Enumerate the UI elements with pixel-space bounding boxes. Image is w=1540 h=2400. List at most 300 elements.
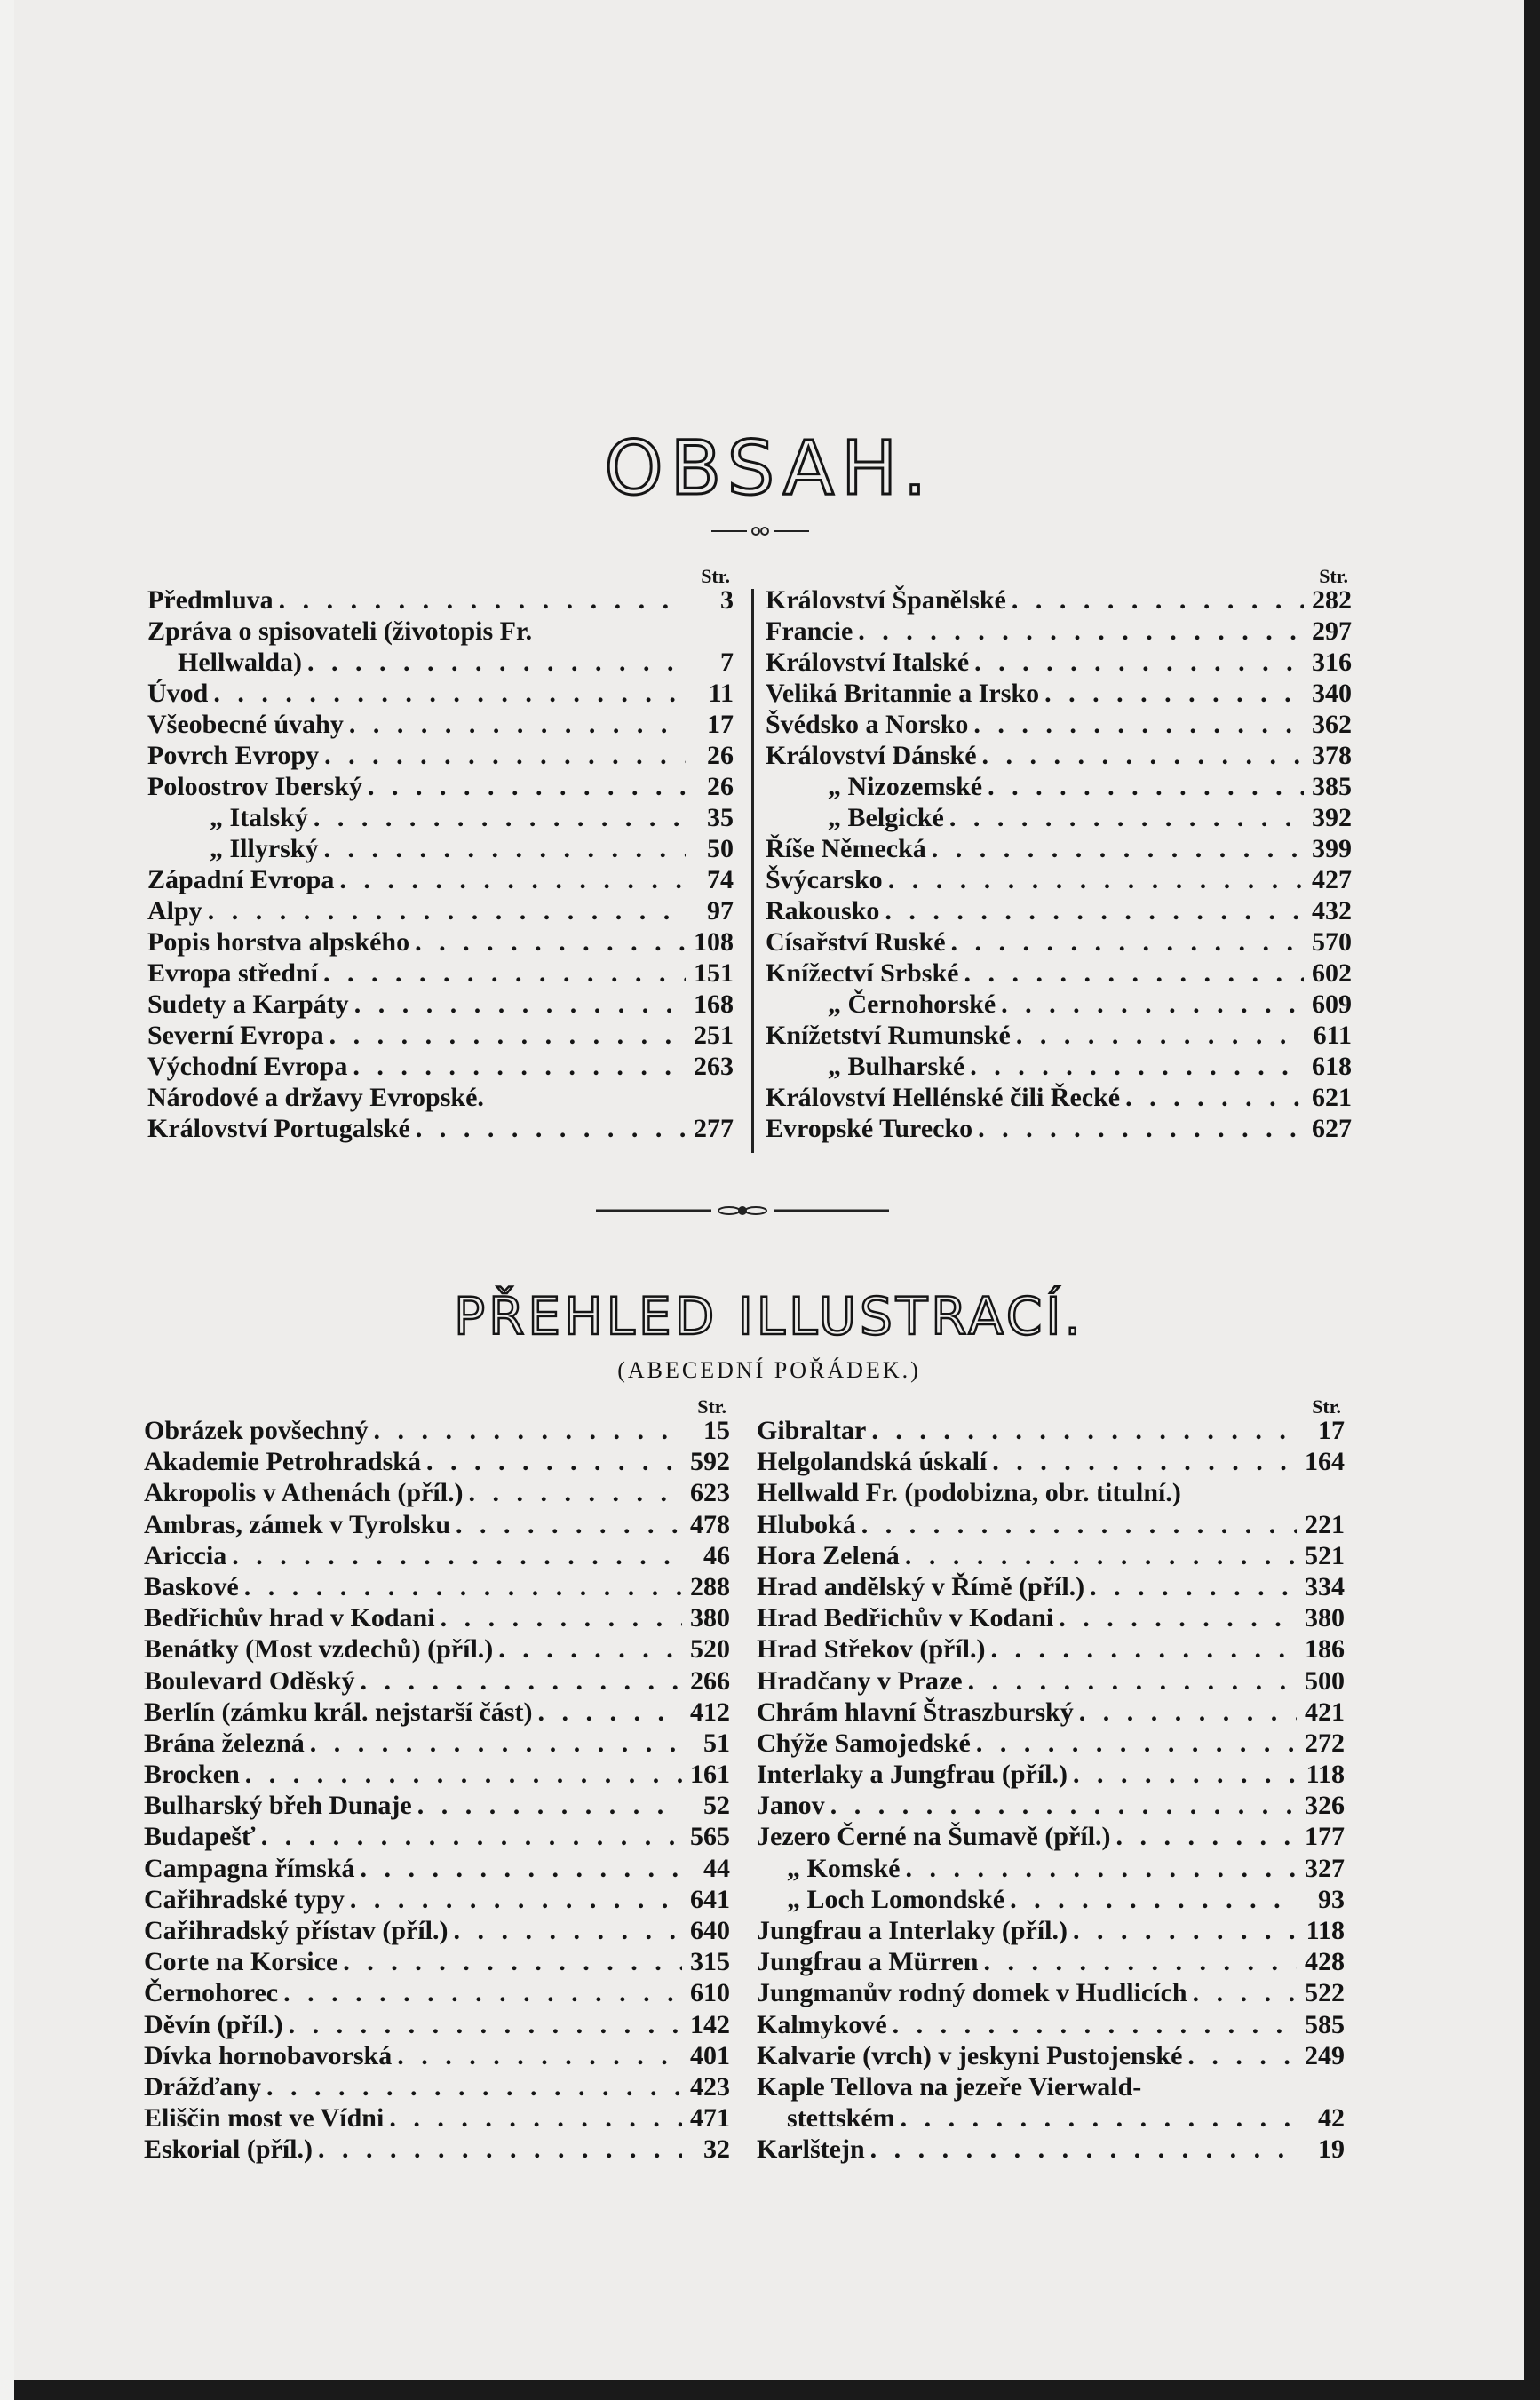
dot-leader [1073, 1915, 1297, 1946]
dot-leader [1193, 1977, 1297, 2008]
page-number: 19 [1318, 2134, 1345, 2165]
entry-title: Gibraltar [757, 1416, 867, 1445]
list-item [144, 1946, 730, 1977]
list-item [144, 1728, 730, 1759]
page-number: 44 [703, 1853, 730, 1883]
dot-leader [932, 833, 1304, 864]
dot-leader [361, 1665, 682, 1697]
dot-leader [441, 1602, 682, 1633]
list-item [144, 1665, 730, 1697]
list-item [144, 1821, 730, 1852]
entry-title: Bedřichův hrad v Kodani [144, 1603, 435, 1633]
list-item [144, 1697, 730, 1728]
list-item [147, 584, 734, 616]
page-number: 385 [1312, 772, 1352, 801]
page-number: 378 [1312, 741, 1352, 770]
list-item [147, 926, 734, 958]
dot-leader [964, 958, 1305, 989]
page-number: 427 [1312, 865, 1352, 894]
dot-leader [1090, 1571, 1297, 1602]
list-item [757, 1509, 1345, 1540]
list-item [144, 1853, 730, 1884]
entry-title: Helgolandská úskalí [757, 1447, 988, 1477]
page-number: 26 [707, 772, 734, 801]
list-item [757, 1853, 1345, 1884]
page-number: 42 [1318, 2103, 1345, 2134]
entry-title: Chrám hlavní Štraszburský [757, 1697, 1074, 1727]
entry-title: Národové a državy Evropské. [147, 1083, 484, 1112]
entry-title: Akropolis v Athenách (příl.) [144, 1478, 464, 1508]
dot-leader [858, 616, 1304, 647]
page-number: 592 [690, 1447, 730, 1477]
dot-leader [350, 1884, 682, 1915]
page-binding-edge [0, 0, 14, 2400]
entry-title: Alpy [147, 896, 202, 926]
dot-leader [314, 802, 686, 833]
dot-leader [339, 864, 686, 895]
list-item [766, 833, 1352, 864]
dot-leader [208, 895, 686, 926]
entry-title: Hellwald Fr. (podobizna, obr. titulní.) [757, 1478, 1181, 1508]
entry-title: Benátky (Most vzdechů) (příl.) [144, 1634, 494, 1665]
page-number: 362 [1312, 710, 1352, 739]
page-number: 326 [1305, 1791, 1345, 1821]
list-item [147, 1051, 734, 1082]
dot-leader [469, 1477, 683, 1508]
page-number: 522 [1305, 1978, 1345, 2008]
list-item [766, 709, 1352, 740]
dot-leader [244, 1571, 682, 1602]
list-item [766, 678, 1352, 709]
dot-leader [1079, 1697, 1297, 1728]
dot-leader [871, 1415, 1297, 1446]
entry-title: Brocken [144, 1760, 240, 1790]
dot-leader [885, 895, 1304, 926]
entry-title: Hradčany v Praze [757, 1665, 963, 1696]
dot-leader [988, 771, 1304, 802]
dot-leader [454, 1915, 682, 1946]
list-item [766, 771, 1352, 802]
entry-title: Úvod [147, 679, 209, 708]
list-item [766, 616, 1352, 647]
entry-title: Francie [766, 616, 853, 646]
entry-title: Kalmykové [757, 2009, 887, 2039]
dot-leader [537, 1697, 682, 1728]
page-number: 340 [1312, 679, 1352, 708]
list-item [757, 1665, 1345, 1697]
entry-title: Všeobecné úvahy [147, 710, 344, 739]
page-number: 249 [1305, 2040, 1345, 2070]
entry-title: Království Portugalské [147, 1114, 410, 1143]
list-item [147, 802, 734, 833]
page-number: 315 [690, 1947, 730, 1977]
entry-title: Boulevard Oděský [144, 1665, 355, 1696]
dot-leader [266, 2071, 682, 2102]
page-number: 421 [1305, 1697, 1345, 1727]
dot-leader [1187, 2040, 1297, 2071]
list-item [147, 989, 734, 1020]
dot-leader [830, 1790, 1297, 1821]
page-number: 521 [1305, 1540, 1345, 1570]
entry-title: Eliščin most ve Vídni [144, 2103, 385, 2134]
dot-leader [893, 2009, 1297, 2040]
entry-title: Campagna římská [144, 1853, 355, 1883]
entry-title: Švédsko a Norsko [766, 710, 969, 739]
page-number: 142 [690, 2009, 730, 2039]
list-item [757, 2040, 1345, 2071]
dot-leader [498, 1633, 682, 1665]
page-number: 641 [690, 1884, 730, 1914]
entry-title: Hrad Střekov (příl.) [757, 1634, 986, 1665]
entry-title: „ Nizozemské [828, 772, 983, 801]
dot-leader [245, 1759, 682, 1790]
list-item [144, 2071, 730, 2102]
entry-title: „ Illyrský [210, 834, 319, 863]
list-item [147, 740, 734, 771]
entry-title: Děvín (příl.) [144, 2009, 283, 2039]
entry-title: „ Komské [787, 1853, 901, 1883]
dot-leader [992, 1446, 1297, 1477]
entry-title: „ Černohorské [828, 989, 996, 1019]
page-number: 602 [1312, 958, 1352, 988]
dot-leader [949, 802, 1304, 833]
dot-leader [343, 1946, 682, 1977]
page-number: 151 [694, 958, 734, 988]
page-number: 623 [690, 1478, 730, 1508]
list-item [144, 1977, 730, 2008]
illustrations-subtitle: (ABECEDNÍ POŘÁDEK.) [617, 1357, 921, 1383]
page-number: 565 [690, 1822, 730, 1852]
page-number: 640 [690, 1916, 730, 1945]
list-item [757, 1884, 1345, 1915]
list-item [147, 647, 734, 678]
dot-leader [870, 2134, 1297, 2165]
page-number: 412 [690, 1697, 730, 1727]
list-item [757, 1821, 1345, 1852]
list-item [757, 1790, 1345, 1821]
list-item [766, 1082, 1352, 1113]
dot-leader [261, 1821, 682, 1852]
list-item [144, 2009, 730, 2040]
list-item [757, 1915, 1345, 1946]
entry-title: Hluboká [757, 1509, 856, 1539]
list-item [766, 1020, 1352, 1051]
list-item [147, 678, 734, 709]
page-number: 26 [707, 741, 734, 770]
list-item [766, 802, 1352, 833]
entry-title: „ Loch Lomondské [787, 1884, 1005, 1914]
list-item [144, 1759, 730, 1790]
list-item [766, 1051, 1352, 1082]
dot-leader [1059, 1602, 1297, 1633]
book-page [14, 0, 1524, 2380]
page-number: 327 [1305, 1853, 1345, 1883]
list-item [144, 2134, 730, 2165]
list-item [766, 647, 1352, 678]
page-number: 478 [690, 1509, 730, 1539]
dot-leader [905, 1540, 1297, 1571]
list-item [144, 1509, 730, 1540]
page-number: 282 [1312, 585, 1352, 615]
entry-title: Království Hellénské čili Řecké [766, 1083, 1121, 1112]
list-item [757, 2009, 1345, 2040]
dot-leader [354, 989, 686, 1020]
dot-leader [415, 926, 686, 958]
entry-title: Popis horstva alpského [147, 927, 410, 957]
dot-leader [901, 2102, 1297, 2134]
entry-title: Jungfrau a Interlaky (příl.) [757, 1916, 1068, 1945]
contents-title: OBSAH. [604, 425, 934, 512]
dot-leader [389, 2102, 682, 2134]
entry-title: Zpráva o spisovateli (životopis Fr. [147, 616, 533, 646]
entry-title: Říše Německá [766, 834, 926, 863]
page-number: 263 [694, 1052, 734, 1081]
page-number: 618 [1312, 1052, 1352, 1081]
entry-title: Kalvarie (vrch) v jeskyni Pustojenské [757, 2040, 1183, 2070]
page-number: 118 [1306, 1760, 1345, 1790]
entry-title: Jungfrau a Mürren [757, 1947, 979, 1977]
dot-leader [978, 1113, 1304, 1144]
page-number: 51 [703, 1728, 730, 1758]
page-number: 17 [1318, 1416, 1345, 1445]
page-number: 97 [707, 896, 734, 926]
list-item [144, 1477, 730, 1508]
entry-title: Cařihradský přístav (příl.) [144, 1916, 449, 1945]
page-number: 380 [690, 1603, 730, 1633]
entry-title: Poloostrov Iberský [147, 772, 362, 801]
list-item [766, 958, 1352, 989]
page-number: 570 [1312, 927, 1352, 957]
list-item [766, 989, 1352, 1020]
dot-leader [426, 1446, 682, 1477]
entry-title: Černohorec [144, 1978, 279, 2008]
list-item [147, 1113, 734, 1144]
entry-title: stettském [787, 2103, 895, 2134]
dot-leader [888, 864, 1304, 895]
page-number: 316 [1312, 648, 1352, 677]
dot-leader [990, 1633, 1297, 1665]
page-number: 118 [1306, 1916, 1345, 1945]
dot-leader [289, 2009, 682, 2040]
dot-leader [1044, 678, 1304, 709]
entry-title: Povrch Evropy [147, 741, 320, 770]
entry-title: Berlín (zámku král. nejstarší část) [144, 1697, 533, 1727]
illustrations-title: PŘEHLED ILLUSTRACÍ. [454, 1286, 1084, 1347]
dot-leader [329, 1020, 686, 1051]
entry-title: Karlštejn [757, 2134, 865, 2165]
list-item [766, 864, 1352, 895]
list-item [144, 1884, 730, 1915]
list-item [757, 1728, 1345, 1759]
list-item [757, 1697, 1345, 1728]
list-item [757, 2071, 1345, 2102]
entry-title: „ Belgické [828, 803, 944, 832]
page-header-label: Str. [701, 565, 730, 587]
page-number: 52 [703, 1791, 730, 1821]
list-item [147, 771, 734, 802]
entry-title: Císařství Ruské [766, 927, 946, 957]
list-item [757, 1540, 1345, 1571]
page-number: 50 [707, 834, 734, 863]
page-number: 177 [1305, 1822, 1345, 1852]
entry-title: Evropské Turecko [766, 1114, 973, 1143]
page-number: 161 [690, 1760, 730, 1790]
list-item [147, 1082, 734, 1113]
entry-title: Sudety a Karpáty [147, 989, 349, 1019]
entry-title: Knížetství Rumunské [766, 1021, 1011, 1050]
page-number: 277 [694, 1114, 734, 1143]
page-number: 432 [1312, 896, 1352, 926]
page-number: 3 [720, 585, 734, 615]
list-item [147, 895, 734, 926]
dot-leader [323, 958, 686, 989]
dot-leader [353, 1051, 686, 1082]
list-item [147, 1020, 734, 1051]
dot-leader [976, 1728, 1297, 1759]
page-number: 288 [690, 1571, 730, 1601]
page-number: 15 [703, 1416, 730, 1445]
page-number: 500 [1305, 1665, 1345, 1696]
page-number: 520 [690, 1634, 730, 1665]
dot-leader [968, 1665, 1297, 1697]
page-number: 297 [1312, 616, 1352, 646]
entry-title: Hrad Bedřichův v Kodani [757, 1603, 1054, 1633]
page-number: 610 [690, 1978, 730, 2008]
entry-title: Budapešť [144, 1822, 256, 1852]
dot-leader [397, 2040, 682, 2071]
list-item [144, 1415, 730, 1446]
entry-title: Evropa střední [147, 958, 318, 988]
dot-leader [1073, 1759, 1297, 1790]
entry-title: Akademie Petrohradská [144, 1447, 421, 1477]
illustrations-left-column [144, 1395, 730, 2166]
entry-title: Východní Evropa [147, 1052, 348, 1081]
entry-title: Bulharský břeh Dunaje [144, 1791, 412, 1821]
entry-title: Jungmanův rodný domek v Hudlicích [757, 1978, 1187, 2008]
dot-leader [456, 1509, 682, 1540]
page-number: 251 [694, 1021, 734, 1050]
dot-leader [416, 1113, 686, 1144]
dot-leader [213, 678, 686, 709]
entry-title: „ Bulharské [828, 1052, 965, 1081]
entry-title: Brána železná [144, 1728, 305, 1758]
entry-title: Janov [757, 1791, 825, 1821]
page-number: 7 [720, 648, 734, 677]
page-number: 17 [707, 710, 734, 739]
list-item [144, 1790, 730, 1821]
dot-leader [368, 771, 686, 802]
entry-title: Západní Evropa [147, 865, 335, 894]
page-number: 423 [690, 2071, 730, 2102]
entry-title: Království Dánské [766, 741, 977, 770]
dot-leader [310, 1728, 682, 1759]
illustrations-right-column [757, 1395, 1345, 2166]
dot-leader [417, 1790, 682, 1821]
list-item [766, 584, 1352, 616]
entry-title: Ariccia [144, 1540, 227, 1570]
page-number: 108 [694, 927, 734, 957]
dot-leader [349, 709, 686, 740]
entry-title: Severní Evropa [147, 1021, 324, 1050]
list-item [147, 616, 734, 647]
list-item [147, 709, 734, 740]
dot-leader [361, 1853, 682, 1884]
list-item [144, 1446, 730, 1477]
page-number: 611 [1313, 1021, 1352, 1050]
dot-leader [983, 1946, 1297, 1977]
dot-leader [279, 584, 686, 616]
list-item [144, 1602, 730, 1633]
list-item [144, 2102, 730, 2134]
list-item [766, 895, 1352, 926]
dot-leader [861, 1509, 1297, 1540]
entry-title: Ambras, zámek v Tyrolsku [144, 1509, 451, 1539]
page-number: 221 [1305, 1509, 1345, 1539]
list-item [147, 833, 734, 864]
list-item [757, 1633, 1345, 1665]
page-number: 334 [1305, 1571, 1345, 1601]
entry-title: Předmluva [147, 585, 274, 615]
entry-title: Hrad andělský v Římě (příl.) [757, 1571, 1085, 1601]
dot-leader [232, 1540, 682, 1571]
list-item [144, 2040, 730, 2071]
dot-leader [324, 833, 686, 864]
page-number: 35 [707, 803, 734, 832]
list-item [757, 1446, 1345, 1477]
entry-title: Království Španělské [766, 585, 1006, 615]
entry-title: Království Italské [766, 648, 970, 677]
page-number: 392 [1312, 803, 1352, 832]
dot-leader [1012, 584, 1304, 616]
entry-title: Knížectví Srbské [766, 958, 959, 988]
dot-leader [970, 1051, 1304, 1082]
page-number: 585 [1305, 2009, 1345, 2039]
contents-right-column [766, 565, 1352, 1144]
page-number: 609 [1312, 989, 1352, 1019]
page-number: 471 [690, 2103, 730, 2134]
column-divider [751, 589, 754, 1153]
page-header-label: Str. [1319, 565, 1348, 587]
dot-leader [374, 1415, 682, 1446]
page-header-label: Str. [1312, 1395, 1341, 1418]
section-ornament [596, 1204, 889, 1218]
dot-leader [1116, 1821, 1297, 1852]
entry-title: Kaple Tellova na jezeře Vierwald- [757, 2071, 1142, 2102]
page-number: 428 [1305, 1947, 1345, 1977]
list-item [757, 1415, 1345, 1446]
list-item [144, 1540, 730, 1571]
entry-title: Obrázek povšechný [144, 1416, 369, 1445]
entry-title: Rakousko [766, 896, 880, 926]
list-item [766, 1113, 1352, 1144]
list-item [757, 1571, 1345, 1602]
entry-title: Corte na Korsice [144, 1947, 338, 1977]
dot-leader [307, 647, 686, 678]
page-number: 266 [690, 1665, 730, 1696]
list-item [147, 864, 734, 895]
dot-leader [982, 740, 1304, 771]
page-number: 399 [1312, 834, 1352, 863]
entry-title: Hellwalda) [178, 648, 302, 677]
page-number: 32 [703, 2134, 730, 2165]
entry-title: „ Italský [210, 803, 308, 832]
list-item [757, 2134, 1345, 2165]
dot-leader [974, 647, 1304, 678]
entry-title: Jezero Černé na Šumavě (příl.) [757, 1822, 1111, 1852]
list-item [757, 1977, 1345, 2008]
page-number: 627 [1312, 1114, 1352, 1143]
entry-title: Chýže Samojedské [757, 1728, 971, 1758]
